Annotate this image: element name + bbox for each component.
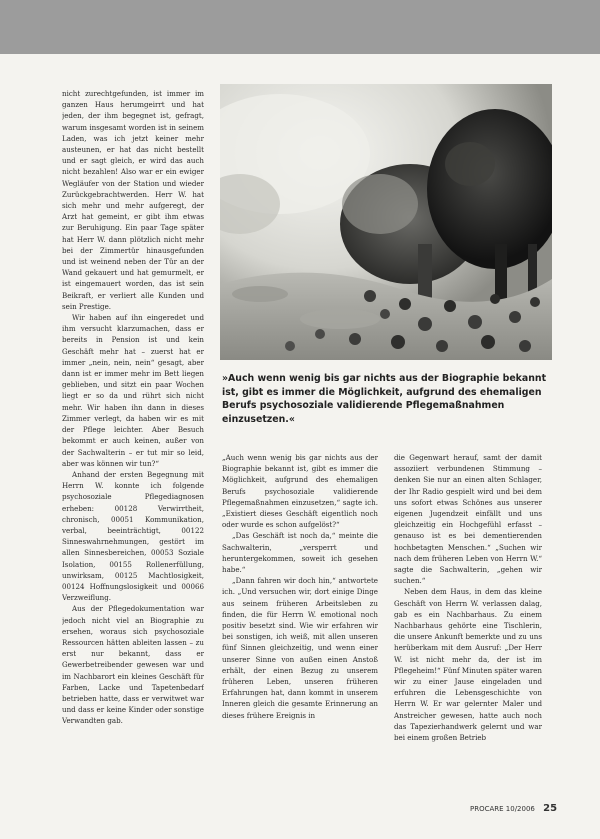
paragraph: Wir haben auf ihn eingeredet und ihm versucht klarzumachen, dass er bereits in Pension ist und kein Geschäft mehr hat – zuerst hat er immer „nein, nein, nein“ gesagt, aber dann ist er immer mehr im Bett liegen geblieben, und sitzt ein paar Wochen liegt er so da und rührt sich nicht mehr. Wir haben ihn dann in dieses Zimmer verlegt, da haben wir es mit der Pflege leichter. Aber Besuch bekommt er auch keinen, außer von der Sachwalterin – er tut mir so leid, aber was können wir tun?“ [62,313,204,468]
pull-quote: »Auch wenn wenig bis gar nichts aus der Biographie bekannt ist, gibt es immer die Möglichkeit, aufgrund des ehemaligen Berufs psychosoziale validierende Pflegemaßnahmen einzusetzen.« [222,373,547,425]
paragraph: Neben dem Haus, in dem das kleine Geschäft von Herrn W. verlassen dalag, gab es ein Nachbarhaus. Zu einem Nachbarhaus gehörte eine Tischlerin, die unsere Ankunft bemerkte und zu uns herüberkam mit dem Ausruf: „Der Herr W. ist nicht mehr da, der ist im Pflegeheim!“ Fünf Minuten später waren wir zu einer Jause eingeladen und erfuhren die Lebensgeschichte von Herrn W. Er war gelernter Maler und Anstreicher gewesen, hatte auch noch das Tapezierhandwerk gelernt und war bei einem großen Betrieb [394,587,542,743]
tree-landscape-image [220,84,552,360]
page-footer [470,803,557,817]
paragraph: Anhand der ersten Begegnung mit Herrn W. konnte ich folgende psychosoziale Pflegediagnosen erheben: 00128 Verwirrtheit, chronisch, 00051 Kommunikation, verbal, beeinträchtigt, 00122 Sinneswahrnehmungen, gestört im allen Sinnesbereichen, 00053 Soziale Isolation, 00155 Rollenerfüllung, unwirksam, 00125 Machtlosigkeit, 00124 Hoffnungslosigkeit und 00066 Verzweiflung. [62,469,204,603]
right-column [394,452,542,800]
watercolor-painting [220,84,552,360]
paragraph: die Gegenwart herauf, samt der damit assoziiert verbundenen Stimmung – denken Sie nur an einen alten Schlager, der Ihr Radio gespielt wird und bei dem uns sofort etwas Schönes aus unserer eigenen Jugendzeit einfällt und uns gleichzeitig ein Hochgefühl erfasst – genauso ist es bei dementierenden hochbetagten Menschen.“ „Suchen wir nach dem früheren Leben von Herrn W.“ sagte die Sachwalterin, „gehen wir suchen.“ [394,453,542,586]
left-column [62,88,204,788]
paragraph: Aus der Pflegedokumentation war jedoch nicht viel an Biographie zu ersehen, woraus sich psychosoziale Ressourcen hätten ableiten lassen – zu erst nur bekannt, dass er Gewerbetreibender gewesen war und im Nachbarort ein kleines Geschäft für Farben, Lacke und Tapetenbedarf betrieben hatte, dass er verwitwet war und dass er keine Kinder oder sonstige Verwandten gab. [62,604,204,726]
paragraph: „Das Geschäft ist noch da,“ meinte die Sachwalterin, „versperrt und heruntergekommen, soweit ich gesehen habe.“ [222,531,378,575]
paragraph: „Dann fahren wir doch hin,“ antwortete ich. „Und versuchen wir, dort einige Dinge aus seinem früheren Arbeitsleben zu finden, die für Herrn W. emotional noch positiv besetzt sind. Wie wir erfahren wir bei sonstigen, ich weiß, mit allen unseren fünf Sinnen gleichzeitig, und wenn einer unserer Sinne von außen einen Anstoß erhält, der einen Bezug zu unserem früheren Leben, unseren früheren Erfahrungen hat, dann kommt in unserem Inneren gleich die gesamte Erinnerung an dieses frühere Ereignis in [222,576,378,720]
middle-column [222,452,378,800]
paragraph: „Auch wenn wenig bis gar nichts aus der Biographie bekannt ist, gibt es immer die Möglichkeit, aufgrund des ehemaligen Berufs psychosoziale validierende Pflegemaßnahmen einzusetzen,“ sagte ich. „Existiert dieses Geschäft eigentlich noch oder wurde es schon aufgelöst?“ [222,453,378,530]
page-number: 25 [543,803,558,814]
paragraph: nicht zurechtgefunden, ist immer im ganzen Haus herumgeirrt und hat jeden, der ihm begegnet ist, gefragt, warum insgesamt worden ist in seinem Laden, was ich jetzt keiner mehr austeunen, er hat das nicht bestellt und er sagt gleich, er wird das auch nicht bezahlen! Also war er ein ewiger Wegläufer von der Station und wieder Zurückgebrachtwerden. Herr W. hat sich mehr und mehr aufgeregt, der Arzt hat gemeint, er gibt ihm etwas zur Beruhigung. Ein paar Tage später hat Herr W. dann plötzlich nicht mehr bei der Zimmertür hinausgefunden und ist weinend neben der Tür an der Wand gekauert und hat gemurmelt, er ist eingemauert worden, das ist sein Beikraft, er verliert alle Kunden und sein Prestige. [62,89,204,311]
publication-name: PROCARE 10/2006 [470,805,535,813]
header-bar [0,0,600,54]
